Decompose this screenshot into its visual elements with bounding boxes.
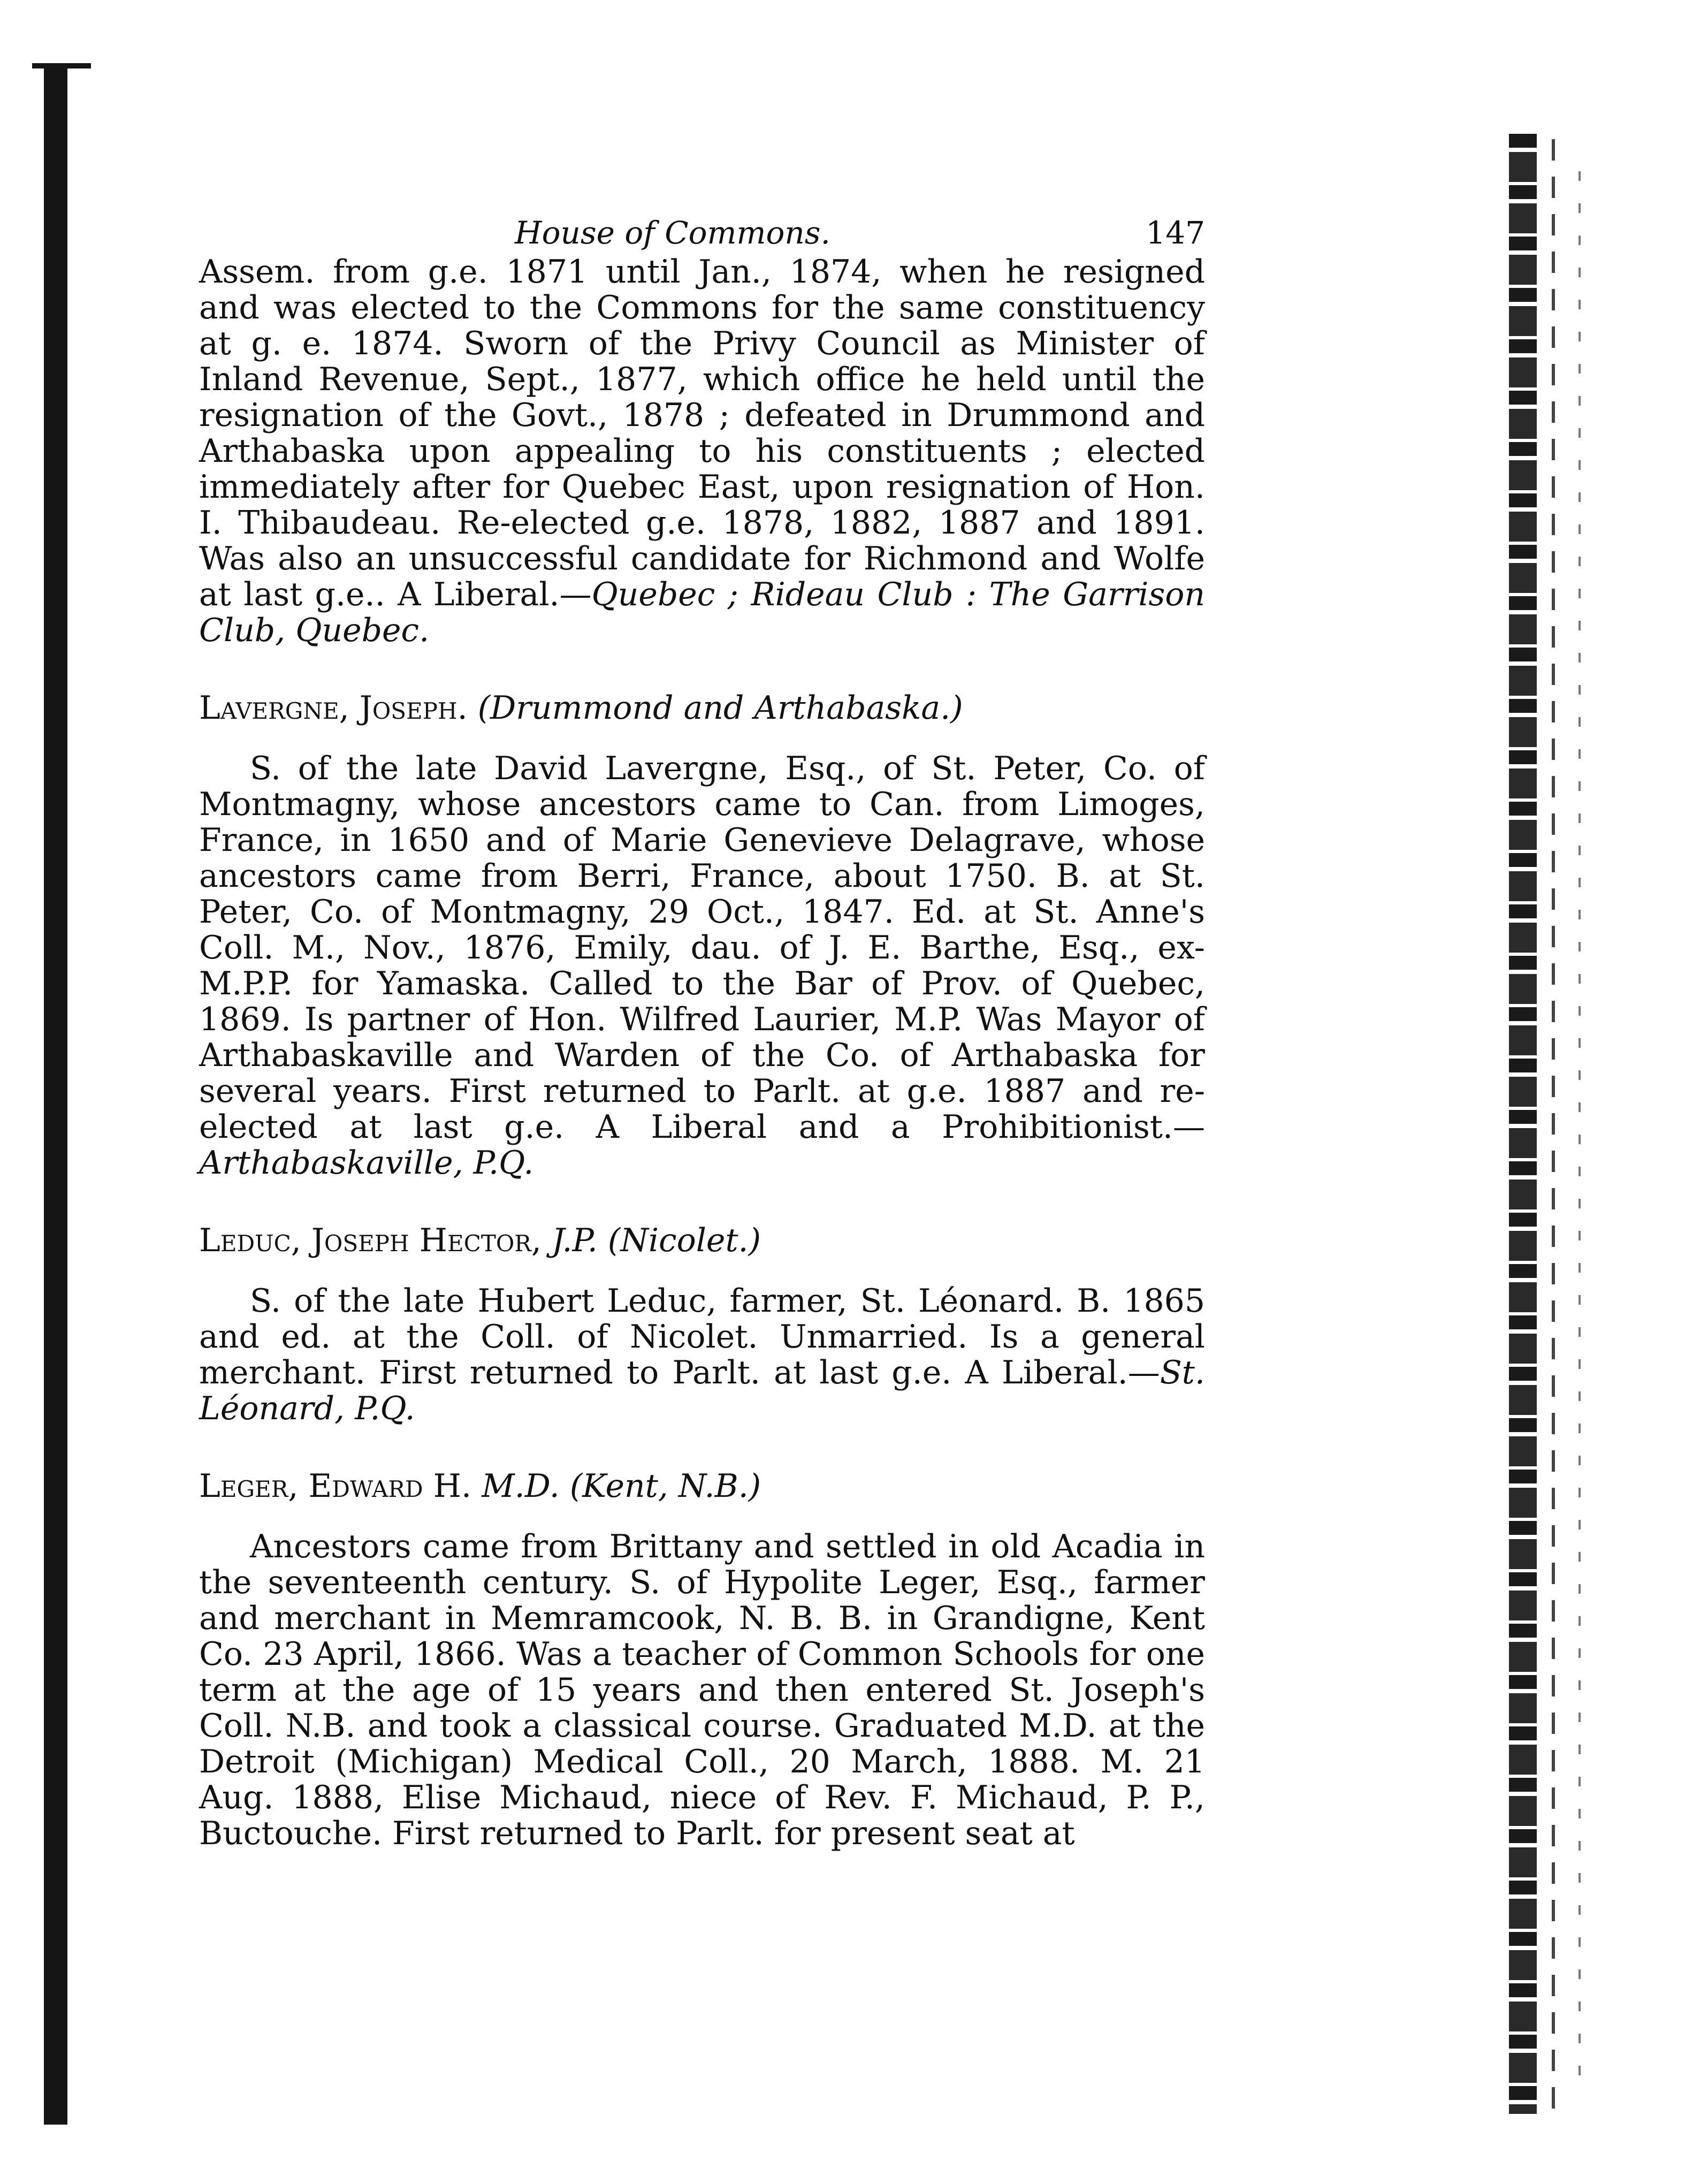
page-gutter-shadow — [1579, 171, 1581, 2098]
running-title: House of Commons. — [515, 215, 830, 251]
entry-name: Leger, Edward H. — [199, 1467, 472, 1505]
binding-rule — [44, 64, 67, 2125]
entry-constituency: (Drummond and Arthabaska.) — [477, 689, 963, 727]
page-gutter-shadow — [1509, 134, 1537, 2114]
entry-address: Arthabaskaville, P.Q. — [199, 1144, 534, 1182]
continuation-text: Assem. from g.e. 1871 until Jan., 1874, when he resigned and was elected to the Commons for the same constituency at g. e. 1874. Sworn of the Privy Council as Minister of Inland Revenue, Sept., 1877, which office he held until the resignation of the Govt., 1878 ; defeated in Drummond and Arthabaska upon appealing to his constituents ; elected immediately after for Quebec East, upon resignation of Hon. I. Thibaudeau. Re-elected g.e. 1878, 1882, 1887 and 1891. Was also an unsuccessful candidate for Richmond and Wolfe at last g.e.. A Liberal.— — [199, 253, 1205, 613]
entry-text: S. of the late David Lavergne, Esq., of St. Peter, Co. of Montmagny, whose ancestors came to Can. from Limoges, France, in 1650 and of Marie Genevieve Delagrave, whose ancestors came from Berri, France, about 1750. B. at St. Peter, Co. of Montmagny, 29 Oct., 1847. Ed. at St. Anne's Coll. M., Nov., 1876, Emily, dau. of J. E. Barthe, Esq., ex-M.P.P. for Yamaska. Called to the Bar of Prov. of Quebec, 1869. Is partner of Hon. Wilfred Laurier, M.P. Was Mayor of Arthabaskaville and Warden of the Co. of Arthabaska for several years. First returned to Parlt. at g.e. 1887 and re-elected at last g.e. A Liberal and a Prohibitionist.— — [199, 750, 1205, 1146]
running-head — [199, 211, 1205, 254]
entry-heading — [199, 1468, 1205, 1504]
entry-constituency: (Nicolet.) — [607, 1222, 761, 1259]
entry-body — [199, 751, 1205, 1181]
entry-name: Leduc, Joseph Hector, — [199, 1222, 542, 1259]
entry-address: St. Léonard, P.Q. — [199, 1354, 1205, 1427]
page-text-column — [199, 211, 1205, 1852]
entry-body — [199, 1529, 1205, 1852]
entry-heading — [199, 690, 1205, 726]
entry-heading — [199, 1223, 1205, 1259]
entry-name: Lavergne, Joseph. — [199, 689, 468, 727]
entry-text: S. of the late Hubert Leduc, farmer, St. Léonard. B. 1865 and ed. at the Coll. of Nicolet. Unmarried. Is a general merchant. First returned to Parlt. at last g.e. A Liberal.— — [199, 1282, 1205, 1391]
entry-text: Ancestors came from Brittany and settled in old Acadia in the seventeenth century. S. of Hypolite Leger, Esq., farmer and merchant in Memramcook, N. B. B. in Grandigne, Kent Co. 23 April, 1866. Was a teacher of Common Schools for one term at the age of 15 years and then entered St. Joseph's Coll. N.B. and took a classical course. Graduated M.D. at the Detroit (Michigan) Medical Coll., 20 March, 1888. M. 21 Aug. 1888, Elise Michaud, niece of Rev. F. Michaud, P. P., Buctouche. First returned to Parlt. for present seat at — [199, 1528, 1205, 1852]
entry-title: M.D. — [482, 1467, 560, 1505]
page-gutter-shadow — [1552, 139, 1555, 2109]
page-number: 147 — [1146, 215, 1205, 251]
entry-body — [199, 1283, 1205, 1427]
entry-title: J.P. — [552, 1222, 598, 1259]
continuation-address: Quebec ; Rideau Club : The Garrison Club, Quebec. — [199, 576, 1205, 649]
entry-constituency: (Kent, N.B.) — [569, 1467, 761, 1505]
continuation-paragraph — [199, 254, 1205, 649]
